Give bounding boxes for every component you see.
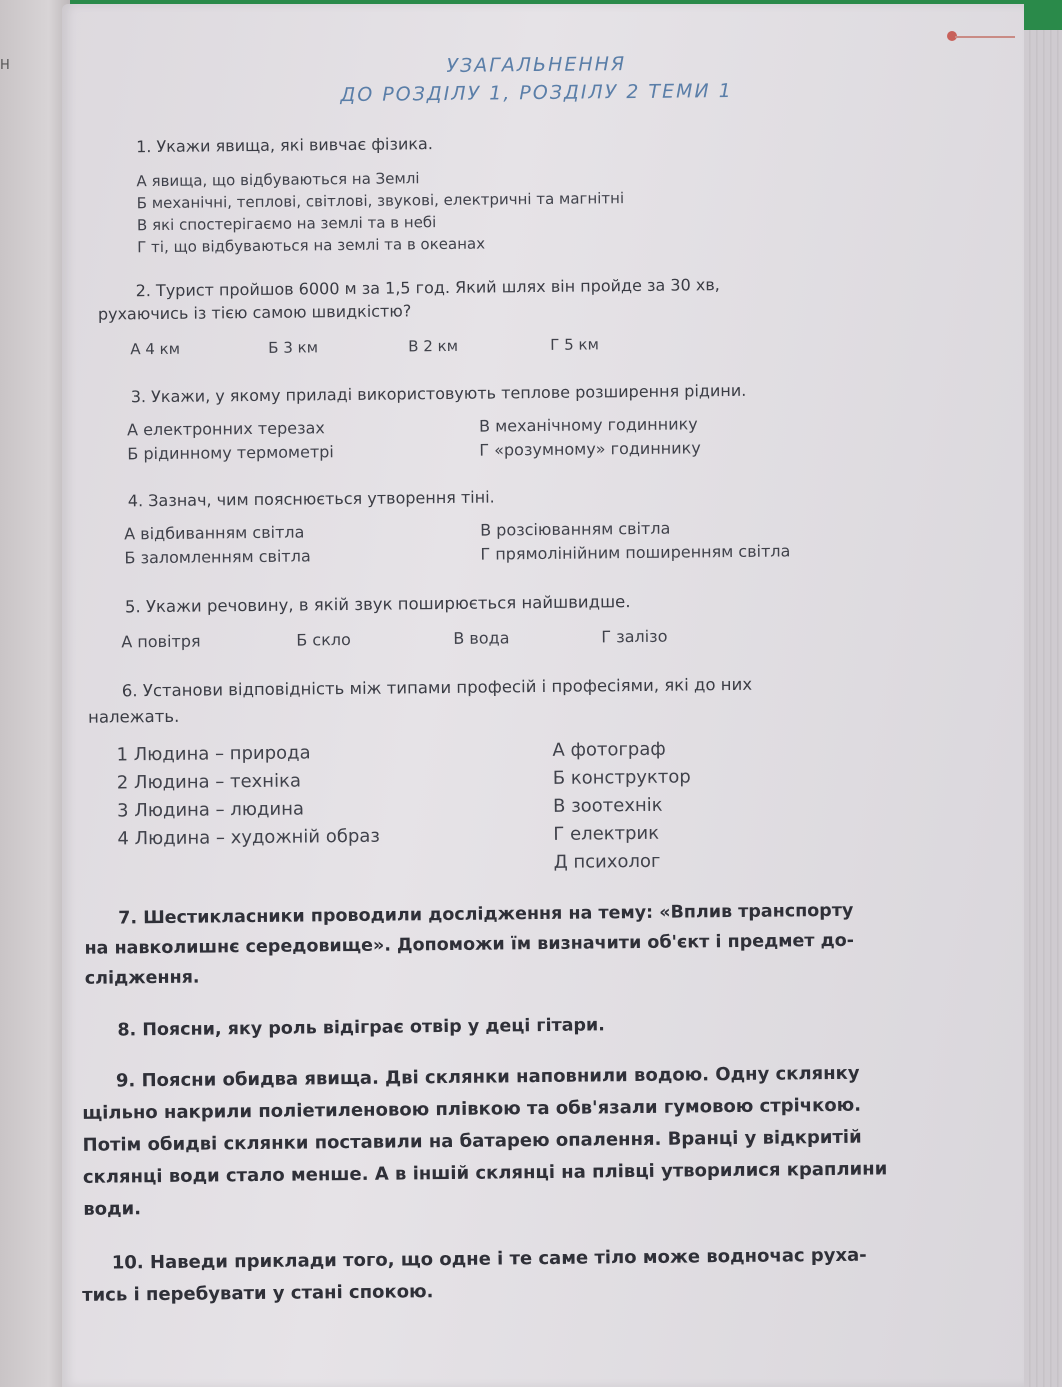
- question-1: 1. Укажи явища, які вивчає фізика.: [136, 134, 433, 157]
- q6-right-a: А фотограф: [552, 738, 666, 761]
- q2-option-d: Г 5 км: [550, 335, 599, 354]
- question-9: 9. Поясни обидва явища. Дві склянки наповнили водою. Одну склянку: [115, 1062, 860, 1092]
- question-2-cont: рухаючись із тією самою швидкістю?: [97, 301, 412, 324]
- question-6: 6. Установи відповідність між типами професій і професіями, які до них: [121, 674, 753, 701]
- left-page-mark: Н: [0, 58, 10, 73]
- q6-left-2: 2 Людина – техніка: [116, 770, 302, 794]
- page-title: УЗАГАЛЬНЕННЯ: [446, 53, 627, 77]
- q6-right-c: В зоотехнік: [552, 794, 663, 817]
- q4-option-d: Г прямолінійним поширенням світла: [480, 541, 791, 564]
- q2-option-a: А 4 км: [130, 339, 181, 359]
- q2-option-b: Б 3 км: [268, 338, 319, 357]
- q5-option-b: Б скло: [296, 629, 351, 650]
- page-content: [62, 4, 1024, 1387]
- q3-option-b: Б рідинному термометрі: [127, 442, 334, 464]
- left-page: [0, 0, 70, 1387]
- q3-option-d: Г «розумному» годиннику: [479, 438, 701, 460]
- question-8: 8. Поясни, яку роль відіграє отвір у деці гітари.: [117, 1015, 606, 1041]
- q4-option-a: А відбиванням світла: [124, 522, 305, 544]
- question-10-cont: тись і перебувати у стані спокою.: [82, 1281, 434, 1306]
- q6-left-1: 1 Людина – природа: [116, 742, 311, 766]
- q4-option-b: Б заломленням світла: [124, 546, 311, 568]
- question-7: 7. Шестикласники проводили дослідження на тему: «Вплив транспорту: [118, 900, 854, 929]
- q6-right-b: Б конструктор: [552, 766, 691, 789]
- q2-option-c: В 2 км: [408, 336, 459, 356]
- q6-left-4: 4 Людина – художній образ: [117, 825, 381, 850]
- q1-option-c: В які спостерігаємо на землі та в небі: [136, 213, 437, 235]
- book-page: [62, 4, 1024, 1387]
- q5-option-d: Г залізо: [601, 626, 668, 647]
- question-7-cont-2: слідження.: [84, 967, 200, 989]
- q6-right-e: Д психолог: [553, 850, 661, 873]
- question-5: 5. Укажи речовину, в якій звук поширюється найшвидше.: [124, 592, 631, 617]
- q1-option-a: А явища, що відбуваються на Землі: [136, 169, 420, 191]
- q1-option-b: Б механічні, теплові, світлові, звукові, електричні та магнітні: [136, 189, 625, 213]
- question-3: 3. Укажи, у якому приладі використовують теплове розширення рідини.: [130, 380, 747, 407]
- q1-option-d: Г ті, що відбуваються на землі та в океанах: [137, 234, 486, 257]
- question-7-cont-1: на навколишнє середовище». Допоможи їм визначити об'єкт і предмет до-: [84, 930, 855, 959]
- question-9-cont-3: склянці води стало менше. А в іншій склянці на плівці утворилися краплини: [82, 1158, 888, 1188]
- q6-left-3: 3 Людина – людина: [116, 798, 305, 822]
- question-9-cont-4: води.: [83, 1198, 142, 1220]
- q6-right-d: Г електрик: [553, 822, 660, 845]
- q3-option-c: В механічному годиннику: [478, 414, 698, 436]
- question-6-cont: належать.: [88, 706, 180, 727]
- question-2: 2. Турист пройшов 6000 м за 1,5 год. Який шлях він пройде за 30 хв,: [135, 275, 720, 301]
- question-9-cont-1: щільно накрили поліетиленовою плівкою та обв'язали гумовою стрічкою.: [82, 1094, 862, 1124]
- question-9-cont-2: Потім обидві склянки поставили на батарею опалення. Вранці у відкритій: [82, 1126, 862, 1156]
- q4-option-c: В розсіюванням світла: [480, 518, 671, 540]
- q5-option-c: В вода: [453, 628, 510, 648]
- q5-option-a: А повітря: [121, 631, 201, 652]
- q3-option-a: А електронних терезах: [127, 418, 325, 440]
- question-10: 10. Наведи приклади того, що одне і те саме тіло може водночас руха-: [111, 1244, 867, 1274]
- page-subtitle: ДО РОЗДІЛУ 1, РОЗДІЛУ 2 ТЕМИ 1: [340, 79, 733, 107]
- question-4: 4. Зазнач, чим пояснюється утворення тіні.: [127, 487, 495, 511]
